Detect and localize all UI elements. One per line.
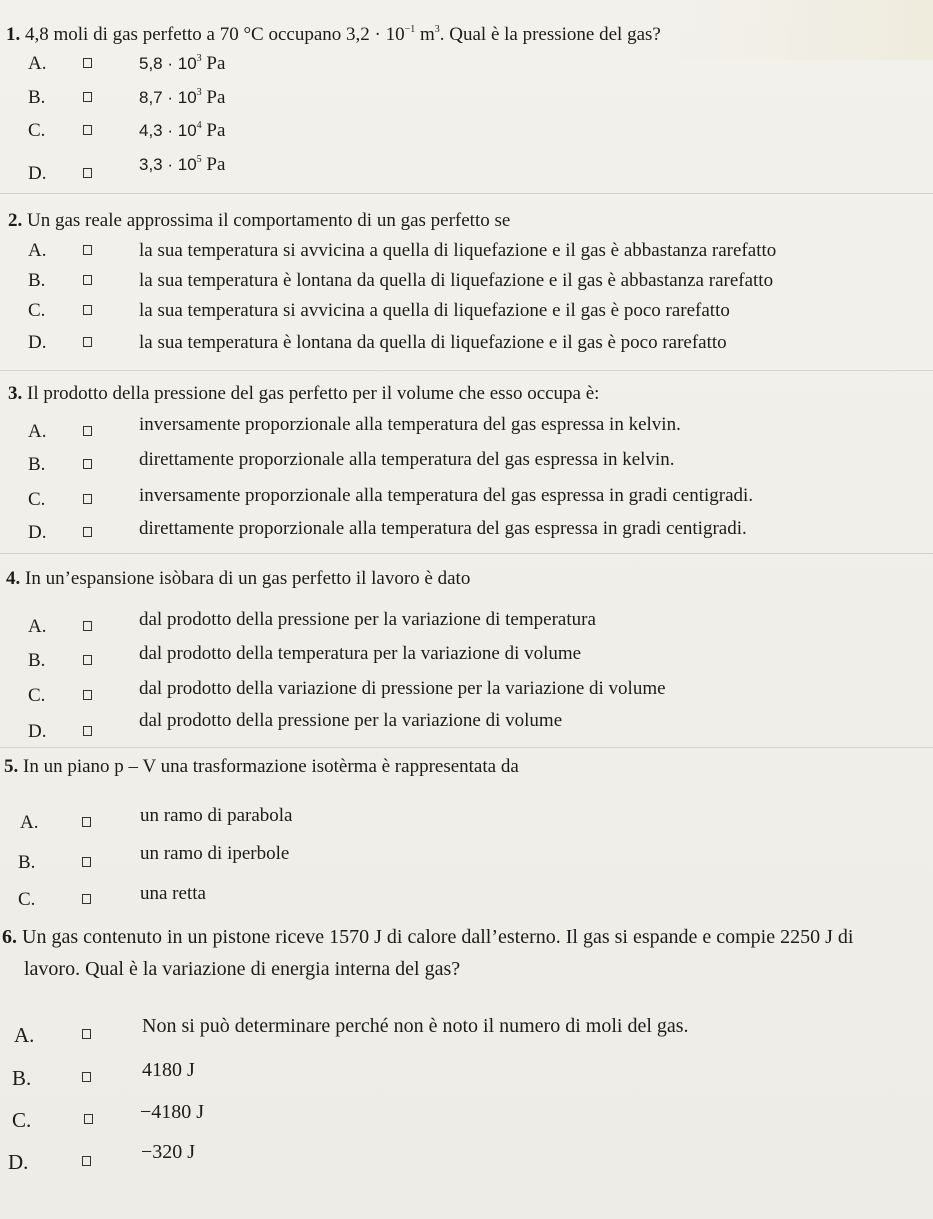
question-3-option-c[interactable]: C. inversamente proporzionale alla temperatura del gas espressa in gradi centigradi. — [28, 485, 754, 510]
question-2-option-a[interactable]: A. la sua temperatura si avvicina a quella di liquefazione e il gas è abbastanza rarefatto — [28, 240, 777, 261]
question-4-option-c[interactable]: C. dal prodotto della variazione di pressione per la variazione di volume — [28, 678, 666, 706]
checkbox[interactable] — [82, 857, 91, 867]
checkbox[interactable] — [83, 305, 92, 315]
checkbox[interactable] — [82, 894, 91, 904]
question-1-option-c[interactable]: C. $4,3 \cdot 10^4$ Pa — [28, 120, 226, 141]
question-6-option-b[interactable]: B. 4180 J — [12, 1059, 195, 1090]
checkbox[interactable] — [83, 245, 92, 255]
checkbox[interactable] — [83, 726, 92, 736]
question-5-option-a[interactable]: A. un ramo di parabola — [20, 805, 293, 833]
checkbox[interactable] — [83, 92, 92, 102]
question-6-option-d[interactable]: D. −320 J — [8, 1141, 196, 1174]
checkbox[interactable] — [83, 426, 92, 436]
question-5-option-b[interactable]: B. un ramo di iperbole — [18, 843, 290, 873]
checkbox[interactable] — [83, 125, 92, 135]
checkbox[interactable] — [82, 817, 91, 827]
question-1-option-d[interactable]: D. $3,3 \cdot 10^5$ Pa — [28, 154, 226, 184]
checkbox[interactable] — [84, 1114, 93, 1124]
question-3-stem: 3. Il prodotto della pressione del gas perfetto per il volume che esso occupa è: — [8, 383, 600, 404]
checkbox[interactable] — [83, 690, 92, 700]
question-6-option-c[interactable]: C. −4180 J — [12, 1101, 205, 1132]
checkbox[interactable] — [83, 168, 92, 178]
question-5-option-c[interactable]: C. una retta — [18, 883, 206, 910]
question-1-stem: 1. 4,8 moli di gas perfetto a 70 °C occupano $3,2 \cdot 10^{-1}$ $m^3$. Qual è la pressione del gas? — [6, 24, 661, 45]
checkbox[interactable] — [82, 1072, 91, 1082]
question-2-option-c[interactable]: C. la sua temperatura si avvicina a quella di liquefazione e il gas è poco rarefatto — [28, 300, 730, 321]
question-5-stem: 5. In un piano p – V una trasformazione isotèrma è rappresentata da — [4, 756, 519, 777]
question-2-stem: 2. Un gas reale approssima il comportamento di un gas perfetto se — [8, 210, 511, 231]
question-1-option-b[interactable]: B. $8,7 \cdot 10^3$ Pa — [28, 87, 226, 108]
question-4-option-d[interactable]: D. dal prodotto della pressione per la variazione di volume — [28, 710, 563, 742]
question-3-option-a[interactable]: A. inversamente proporzionale alla temperatura del gas espressa in kelvin. — [28, 414, 681, 442]
checkbox[interactable] — [83, 275, 92, 285]
question-6-option-a[interactable]: A. Non si può determinare perché non è noto il numero di moli del gas. — [14, 1015, 689, 1047]
checkbox[interactable] — [82, 1029, 91, 1039]
checkbox[interactable] — [83, 337, 92, 347]
question-text: 4,8 moli di gas perfetto a 70 °C occupano 3,2 · 10 — [25, 24, 405, 45]
question-1-option-a[interactable]: A. $5,8 \cdot 10^3$ Pa — [28, 53, 226, 74]
checkbox[interactable] — [83, 621, 92, 631]
question-2-option-d[interactable]: D. la sua temperatura è lontana da quella di liquefazione e il gas è poco rarefatto — [28, 332, 727, 353]
checkbox[interactable] — [83, 494, 92, 504]
question-3-option-d[interactable]: D. direttamente proporzionale alla temperatura del gas espressa in gradi centigradi. — [28, 518, 747, 543]
checkbox[interactable] — [83, 655, 92, 665]
checkbox[interactable] — [83, 459, 92, 469]
checkbox[interactable] — [83, 527, 92, 537]
question-4-option-b[interactable]: B. dal prodotto della temperatura per la variazione di volume — [28, 643, 582, 671]
question-3-option-b[interactable]: B. direttamente proporzionale alla temperatura del gas espressa in kelvin. — [28, 449, 675, 475]
checkbox[interactable] — [83, 58, 92, 68]
question-2-option-b[interactable]: B. la sua temperatura è lontana da quella di liquefazione e il gas è abbastanza rarefatto — [28, 270, 774, 291]
question-number: 1. — [6, 24, 21, 45]
question-4-stem: 4. In un’espansione isòbara di un gas perfetto il lavoro è dato — [6, 568, 471, 589]
question-6-stem: 6. Un gas contenuto in un pistone riceve 1570 J di calore dall’esterno. Il gas si espande e compie 2250 J di — [2, 926, 854, 948]
question-6-stem-line2: lavoro. Qual è la variazione di energia interna del gas? — [24, 958, 461, 980]
checkbox[interactable] — [82, 1156, 91, 1166]
question-4-option-a[interactable]: A. dal prodotto della pressione per la variazione di temperatura — [28, 609, 596, 637]
